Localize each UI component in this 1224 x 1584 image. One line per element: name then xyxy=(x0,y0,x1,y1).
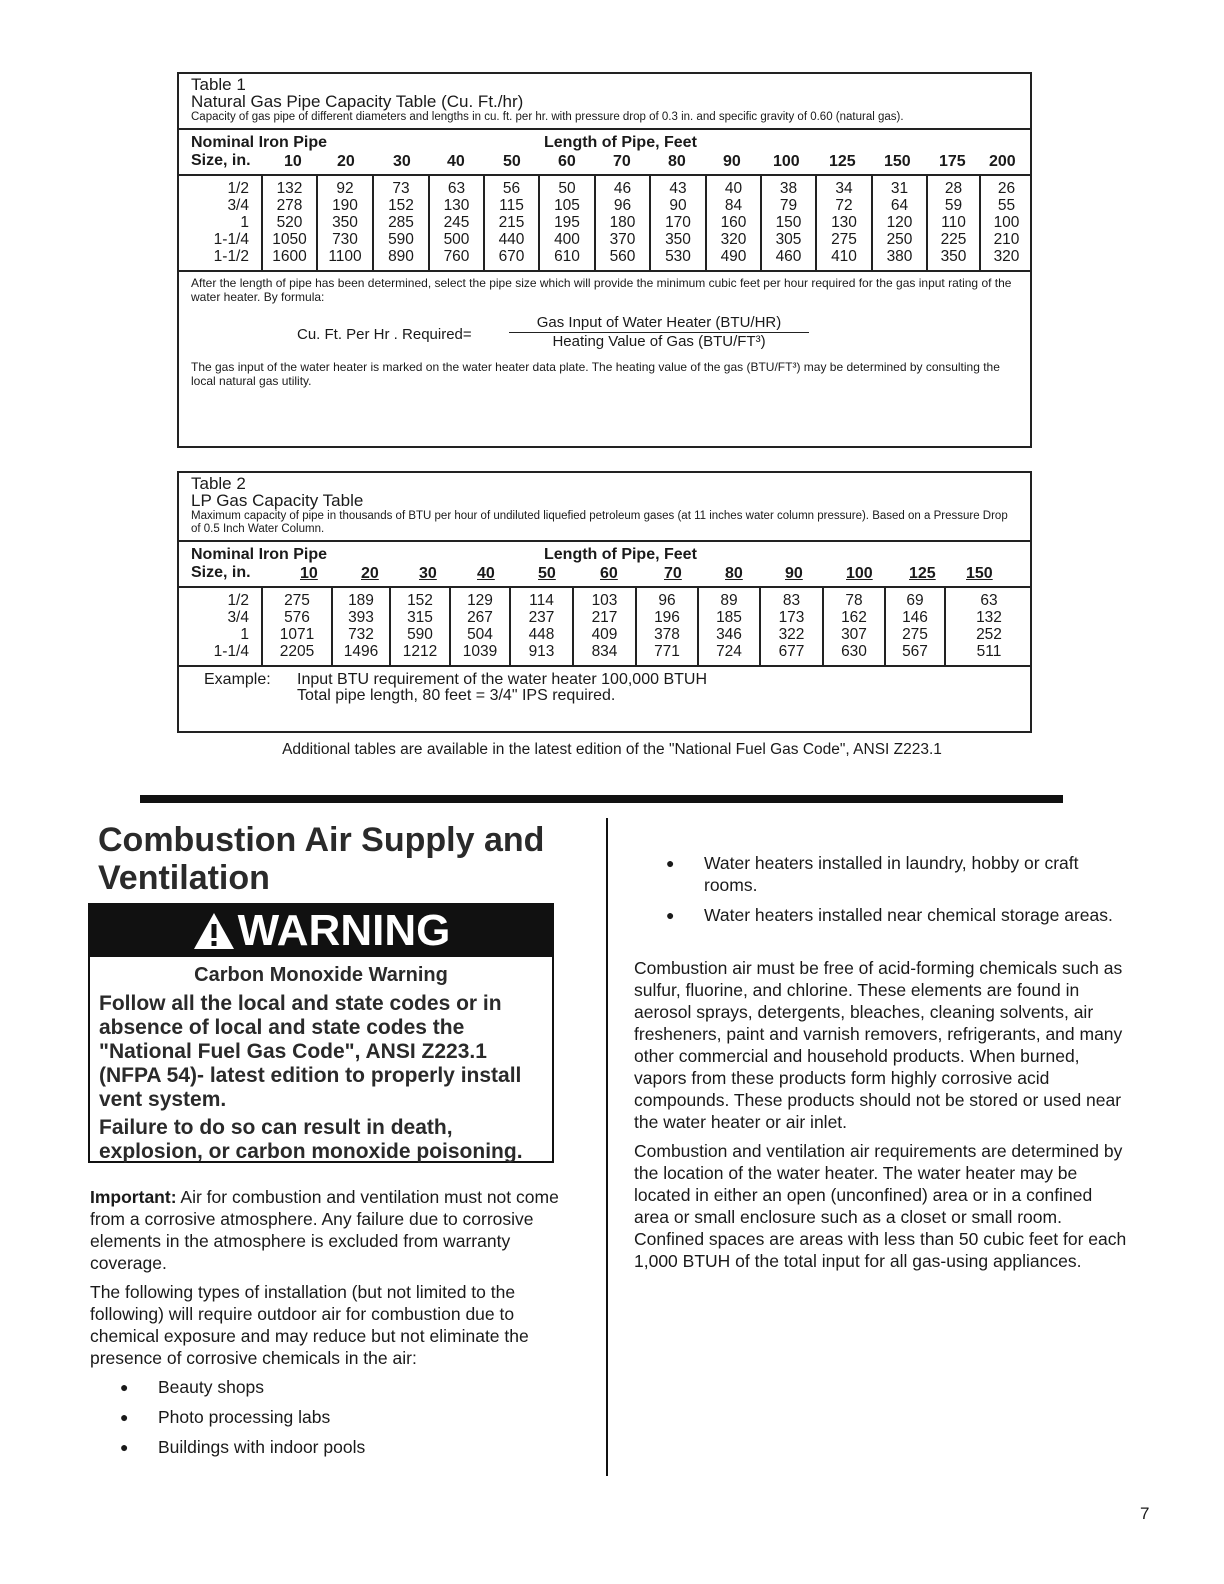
length-70: 70 xyxy=(613,153,631,170)
data-column xyxy=(884,588,944,665)
warning-banner xyxy=(90,905,552,957)
table-2 xyxy=(177,471,1032,733)
left-bullet-list xyxy=(90,1376,580,1466)
table-cell: 610 xyxy=(554,248,580,265)
table-cell: 215 xyxy=(498,214,525,231)
table-cell: 195 xyxy=(554,214,580,231)
section-heading-line-2: Ventilation xyxy=(98,859,270,897)
data-column xyxy=(509,588,572,665)
table-cell: 110 xyxy=(941,214,966,231)
bullet-item xyxy=(90,1376,580,1398)
table-cell: 34 xyxy=(835,180,853,197)
size-column xyxy=(179,588,249,660)
table-cell: 1071 xyxy=(279,626,315,643)
table-cell: 96 xyxy=(658,592,676,609)
bullet-text: Beauty shops xyxy=(158,1377,265,1397)
table-cell: 1100 xyxy=(328,248,362,265)
table-cell: 72 xyxy=(835,197,853,214)
table-cell: 63 xyxy=(447,180,466,197)
table-cell: 63 xyxy=(980,592,998,609)
data-column xyxy=(759,588,822,665)
table-2-label: Table 2 xyxy=(191,474,246,493)
length-heading: Length of Pipe, Feet xyxy=(544,134,697,151)
table-cell: 245 xyxy=(443,214,470,231)
data-column xyxy=(538,176,594,270)
size-cell: 1/2 xyxy=(227,180,249,197)
length-40: 40 xyxy=(447,153,465,170)
data-column xyxy=(483,176,538,270)
table-cell: 180 xyxy=(609,214,636,231)
table-cell: 350 xyxy=(665,231,691,248)
table-cell: 79 xyxy=(779,197,798,214)
table-cell: 677 xyxy=(778,643,805,660)
table-cell: 1496 xyxy=(343,643,379,660)
table-1-title: Natural Gas Pipe Capacity Table (Cu. Ft./hr) xyxy=(191,92,524,111)
table-1-after-note: After the length of pipe has been determined, select the pipe size which will provide the minimum cubic feet per hour required for the gas input rating of the water heater. By formula: xyxy=(191,276,1012,304)
table-cell: 89 xyxy=(720,592,738,609)
table-cell: 460 xyxy=(775,248,802,265)
formula-lhs: Cu. Ft. Per Hr . Required= xyxy=(297,326,472,343)
table-cell: 630 xyxy=(841,643,867,660)
table-2-grid xyxy=(179,588,1030,667)
size-cell: 1-1/2 xyxy=(213,248,249,265)
length-30: 30 xyxy=(419,565,437,582)
length-125: 125 xyxy=(829,153,856,170)
bullet-icon: ● xyxy=(120,1379,129,1395)
table-cell: 724 xyxy=(716,643,742,660)
table-cell: 670 xyxy=(498,248,525,265)
table-cell: 732 xyxy=(348,626,374,643)
size-cell: 1-1/4 xyxy=(213,643,249,660)
table-cell: 410 xyxy=(831,248,857,265)
section-divider xyxy=(140,795,1063,803)
bullet-icon: ● xyxy=(666,907,675,923)
table-cell: 92 xyxy=(336,180,354,197)
size-cell: 1-1/4 xyxy=(213,231,249,248)
table-cell: 275 xyxy=(284,592,310,609)
table-cell: 26 xyxy=(997,180,1016,197)
table-cell: 1039 xyxy=(462,643,498,660)
table-cell: 393 xyxy=(348,609,374,626)
table-2-description: Maximum capacity of pipe in thousands of BTU per hour of undiluted liquefied petroleum gases (at 11 inches water column pressure). Based on a Pressure Drop of 0.5 Inch Water Column. xyxy=(191,510,1008,535)
bullet-icon: ● xyxy=(666,855,675,871)
size-column xyxy=(179,176,249,265)
length-175: 175 xyxy=(939,153,966,170)
table-2-column-header xyxy=(179,542,1030,588)
bullet-item xyxy=(636,904,1116,926)
table-cell: 490 xyxy=(720,248,747,265)
table-cell: 173 xyxy=(778,609,805,626)
table-cell: 320 xyxy=(993,248,1020,265)
table-cell: 78 xyxy=(845,592,863,609)
table-cell: 350 xyxy=(940,248,967,265)
data-column xyxy=(261,176,316,270)
table-cell: 2205 xyxy=(279,643,315,660)
data-column xyxy=(871,176,926,270)
table-1-footer-note: The gas input of the water heater is marked on the water heater data plate. The heating value of the gas (BTU/FT³) may be determined by consulting the local natural gas utility. xyxy=(191,360,1000,388)
table-cell: 346 xyxy=(716,626,742,643)
data-column xyxy=(331,588,389,665)
table-cell: 217 xyxy=(591,609,618,626)
bullet-text: Water heaters installed near chemical storage areas. xyxy=(704,905,1113,925)
table-cell: 56 xyxy=(502,180,521,197)
data-column xyxy=(979,176,1032,270)
table-cell: 120 xyxy=(886,214,913,231)
data-column xyxy=(705,176,760,270)
example-label: Example: xyxy=(204,671,271,688)
length-heading: Length of Pipe, Feet xyxy=(544,546,697,563)
length-150: 150 xyxy=(884,153,911,170)
table-cell: 400 xyxy=(554,231,580,248)
table-cell: 96 xyxy=(613,197,632,214)
table-cell: 890 xyxy=(388,248,414,265)
right-column-text xyxy=(634,957,1128,1279)
length-80: 80 xyxy=(668,153,686,170)
data-column xyxy=(760,176,815,270)
table-cell: 504 xyxy=(467,626,493,643)
bullet-text: Buildings with indoor pools xyxy=(158,1437,366,1457)
length-60: 60 xyxy=(558,153,576,170)
table-cell: 378 xyxy=(654,626,680,643)
table-cell: 146 xyxy=(902,609,928,626)
size-cell: 1 xyxy=(240,626,249,643)
data-column xyxy=(635,588,697,665)
table-cell: 771 xyxy=(654,643,680,660)
table-cell: 520 xyxy=(276,214,303,231)
table-cell: 162 xyxy=(841,609,867,626)
data-column xyxy=(316,176,372,270)
data-column xyxy=(372,176,428,270)
table-1-column-header xyxy=(179,130,1030,176)
table-cell: 31 xyxy=(890,180,909,197)
table-cell: 152 xyxy=(407,592,433,609)
table-cell: 115 xyxy=(499,197,524,214)
data-column xyxy=(926,176,979,270)
section-heading-line-1: Combustion Air Supply and xyxy=(98,821,545,859)
table-cell: 315 xyxy=(407,609,433,626)
table-cell: 576 xyxy=(284,609,310,626)
important-text: Air for combustion and ventilation must not come from a corrosive atmosphere. Any failure due to corrosive elements in the atmosphere is excluded from warranty coverage. xyxy=(90,1187,559,1273)
table-cell: 225 xyxy=(940,231,967,248)
table-cell: 1600 xyxy=(272,248,307,265)
table-cell: 370 xyxy=(609,231,636,248)
warning-triangle-icon xyxy=(192,911,236,951)
length-100: 100 xyxy=(773,153,800,170)
table-cell: 69 xyxy=(906,592,924,609)
table-cell: 38 xyxy=(779,180,798,197)
size-cell: 1/2 xyxy=(227,592,249,609)
important-label: Important: xyxy=(90,1187,177,1207)
table-cell: 730 xyxy=(332,231,358,248)
table-cell: 170 xyxy=(665,214,691,231)
length-10: 10 xyxy=(300,565,318,582)
length-20: 20 xyxy=(337,153,355,170)
warning-body-2: Failure to do so can result in death, explosion, or carbon monoxide poisoning. xyxy=(99,1116,523,1163)
formula-denominator: Heating Value of Gas (BTU/FT³) xyxy=(552,333,766,350)
table-cell: 190 xyxy=(332,197,358,214)
table-cell: 150 xyxy=(775,214,802,231)
table-cell: 105 xyxy=(554,197,580,214)
table-cell: 50 xyxy=(558,180,576,197)
table-cell: 46 xyxy=(613,180,632,197)
data-column xyxy=(389,588,449,665)
following-paragraph: The following types of installation (but not limited to the following) will require outdoor air for combustion due to chemical exposure and may reduce but not eliminate the presence of corrosive chemicals in the air: xyxy=(90,1282,529,1368)
table-cell: 130 xyxy=(443,197,470,214)
bullet-item xyxy=(90,1406,580,1428)
nominal-pipe-heading: Nominal Iron Pipe xyxy=(191,134,328,151)
table-1-header xyxy=(179,74,1030,130)
page-number: 7 xyxy=(1140,1504,1150,1523)
data-column xyxy=(944,588,1032,665)
table-cell: 760 xyxy=(443,248,470,265)
table-cell: 307 xyxy=(841,626,867,643)
size-cell: 3/4 xyxy=(227,197,249,214)
warning-box xyxy=(88,903,554,1163)
length-70: 70 xyxy=(664,565,682,582)
example-line-1: Input BTU requirement of the water heater 100,000 BTUH xyxy=(297,671,707,688)
table-cell: 530 xyxy=(665,248,691,265)
table-cell: 252 xyxy=(976,626,1002,643)
length-125: 125 xyxy=(909,565,936,582)
table-cell: 320 xyxy=(720,231,747,248)
important-paragraph xyxy=(90,1186,580,1274)
table-1-label: Table 1 xyxy=(191,75,246,94)
table-2-title: LP Gas Capacity Table xyxy=(191,491,364,510)
table-cell: 84 xyxy=(724,197,743,214)
length-40: 40 xyxy=(477,565,495,582)
length-200: 200 xyxy=(989,153,1016,170)
table-1 xyxy=(177,72,1032,448)
table-cell: 237 xyxy=(528,609,555,626)
length-80: 80 xyxy=(725,565,743,582)
table-cell: 305 xyxy=(775,231,802,248)
table-cell: 210 xyxy=(993,231,1020,248)
table-cell: 189 xyxy=(348,592,374,609)
table-cell: 90 xyxy=(669,197,687,214)
table-cell: 64 xyxy=(890,197,909,214)
table-cell: 567 xyxy=(902,643,928,660)
size-heading: Size, in. xyxy=(191,152,251,169)
table-cell: 440 xyxy=(498,231,525,248)
table-cell: 250 xyxy=(886,231,913,248)
table-cell: 28 xyxy=(944,180,963,197)
table-cell: 409 xyxy=(591,626,618,643)
table-cell: 100 xyxy=(993,214,1020,231)
table-cell: 55 xyxy=(997,197,1016,214)
size-heading: Size, in. xyxy=(191,564,251,581)
length-100: 100 xyxy=(846,565,873,582)
data-column xyxy=(594,176,649,270)
table-cell: 590 xyxy=(407,626,433,643)
additional-tables-note: Additional tables are available in the latest edition of the "National Fuel Gas Code", ANSI Z223.1 xyxy=(282,741,942,758)
bullet-icon: ● xyxy=(120,1439,129,1455)
length-90: 90 xyxy=(785,565,803,582)
table-cell: 130 xyxy=(831,214,857,231)
table-cell: 560 xyxy=(609,248,636,265)
data-column xyxy=(697,588,759,665)
right-bullet-list xyxy=(636,852,1116,934)
table-cell: 500 xyxy=(443,231,470,248)
table-1-grid xyxy=(179,176,1030,272)
bullet-item xyxy=(636,852,1116,896)
table-cell: 132 xyxy=(976,609,1002,626)
left-column-text xyxy=(90,1186,580,1376)
table-cell: 73 xyxy=(392,180,410,197)
warning-word: WARNING xyxy=(237,906,451,955)
data-column xyxy=(822,588,884,665)
length-50: 50 xyxy=(503,153,521,170)
warning-body-1: Follow all the local and state codes or in absence of local and state codes the "National Fuel Gas Code", ANSI Z223.1 (NFPA 54)- latest edition to properly install vent system. xyxy=(99,992,522,1111)
table-cell: 40 xyxy=(724,180,743,197)
bullet-item xyxy=(90,1436,580,1458)
table-cell: 160 xyxy=(720,214,747,231)
table-cell: 196 xyxy=(654,609,680,626)
length-10: 10 xyxy=(284,153,302,170)
length-150: 150 xyxy=(966,565,993,582)
section-heading xyxy=(98,821,544,897)
example-line-2: Total pipe length, 80 feet = 3/4" IPS required. xyxy=(297,687,616,704)
table-cell: 285 xyxy=(388,214,414,231)
table-cell: 590 xyxy=(388,231,414,248)
table-cell: 380 xyxy=(886,248,913,265)
table-2-header xyxy=(179,473,1030,542)
length-60: 60 xyxy=(600,565,618,582)
column-divider xyxy=(606,818,608,1476)
table-cell: 511 xyxy=(976,643,1002,660)
bullet-icon: ● xyxy=(120,1409,129,1425)
table-cell: 132 xyxy=(276,180,303,197)
data-column xyxy=(815,176,871,270)
table-cell: 322 xyxy=(778,626,805,643)
table-cell: 43 xyxy=(669,180,687,197)
table-cell: 129 xyxy=(467,592,493,609)
bullet-text: Photo processing labs xyxy=(158,1407,331,1427)
table-cell: 103 xyxy=(591,592,618,609)
length-30: 30 xyxy=(393,153,411,170)
length-50: 50 xyxy=(538,565,556,582)
size-cell: 3/4 xyxy=(227,609,249,626)
table-cell: 1050 xyxy=(272,231,307,248)
table-cell: 275 xyxy=(831,231,857,248)
table-cell: 59 xyxy=(944,197,963,214)
data-column xyxy=(649,176,705,270)
right-paragraph-2: Combustion and ventilation air requirements are determined by the location of the water heater. The water heater may be located in either an open (unconfined) area or in a confined area or small enclosure such as a closet or small room. Confined spaces are areas with less than 50 cubic feet for each 1,000 BTUH of the total input for all gas-using appliances. xyxy=(634,1141,1127,1271)
table-cell: 278 xyxy=(276,197,303,214)
table-cell: 83 xyxy=(782,592,801,609)
table-cell: 913 xyxy=(528,643,555,660)
right-paragraph-1: Combustion air must be free of acid-forming chemicals such as sulfur, fluorine, and chlorine. These elements are found in aerosol sprays, detergents, bleaches, cleaning solvents, air fresheners, paint and varnish removers, refrigerants, and many other commercial and household products. When burned, vapors from these products form highly corrosive acid compounds. These products should not be stored or used near the water heater or air inlet. xyxy=(634,958,1123,1132)
table-cell: 448 xyxy=(528,626,555,643)
formula xyxy=(179,310,1030,356)
example xyxy=(179,667,1030,715)
formula-numerator: Gas Input of Water Heater (BTU/HR) xyxy=(509,314,809,333)
table-cell: 185 xyxy=(716,609,742,626)
data-column xyxy=(428,176,483,270)
data-column xyxy=(572,588,635,665)
table-cell: 834 xyxy=(591,643,618,660)
size-cell: 1 xyxy=(240,214,249,231)
nominal-pipe-heading: Nominal Iron Pipe xyxy=(191,546,328,563)
table-cell: 1212 xyxy=(402,643,438,660)
bullet-text: Water heaters installed in laundry, hobby or craft rooms. xyxy=(704,853,1079,895)
data-column xyxy=(261,588,331,665)
table-cell: 350 xyxy=(332,214,358,231)
warning-subtitle: Carbon Monoxide Warning xyxy=(194,964,448,986)
table-cell: 267 xyxy=(467,609,493,626)
table-cell: 114 xyxy=(529,592,554,609)
data-column xyxy=(449,588,509,665)
length-20: 20 xyxy=(361,565,379,582)
table-1-description: Capacity of gas pipe of different diameters and lengths in cu. ft. per hr. with pressure drop of 0.3 in. and specific gravity of 0.60 (natural gas). xyxy=(191,111,904,123)
table-cell: 152 xyxy=(388,197,414,214)
length-90: 90 xyxy=(723,153,741,170)
table-cell: 275 xyxy=(902,626,928,643)
